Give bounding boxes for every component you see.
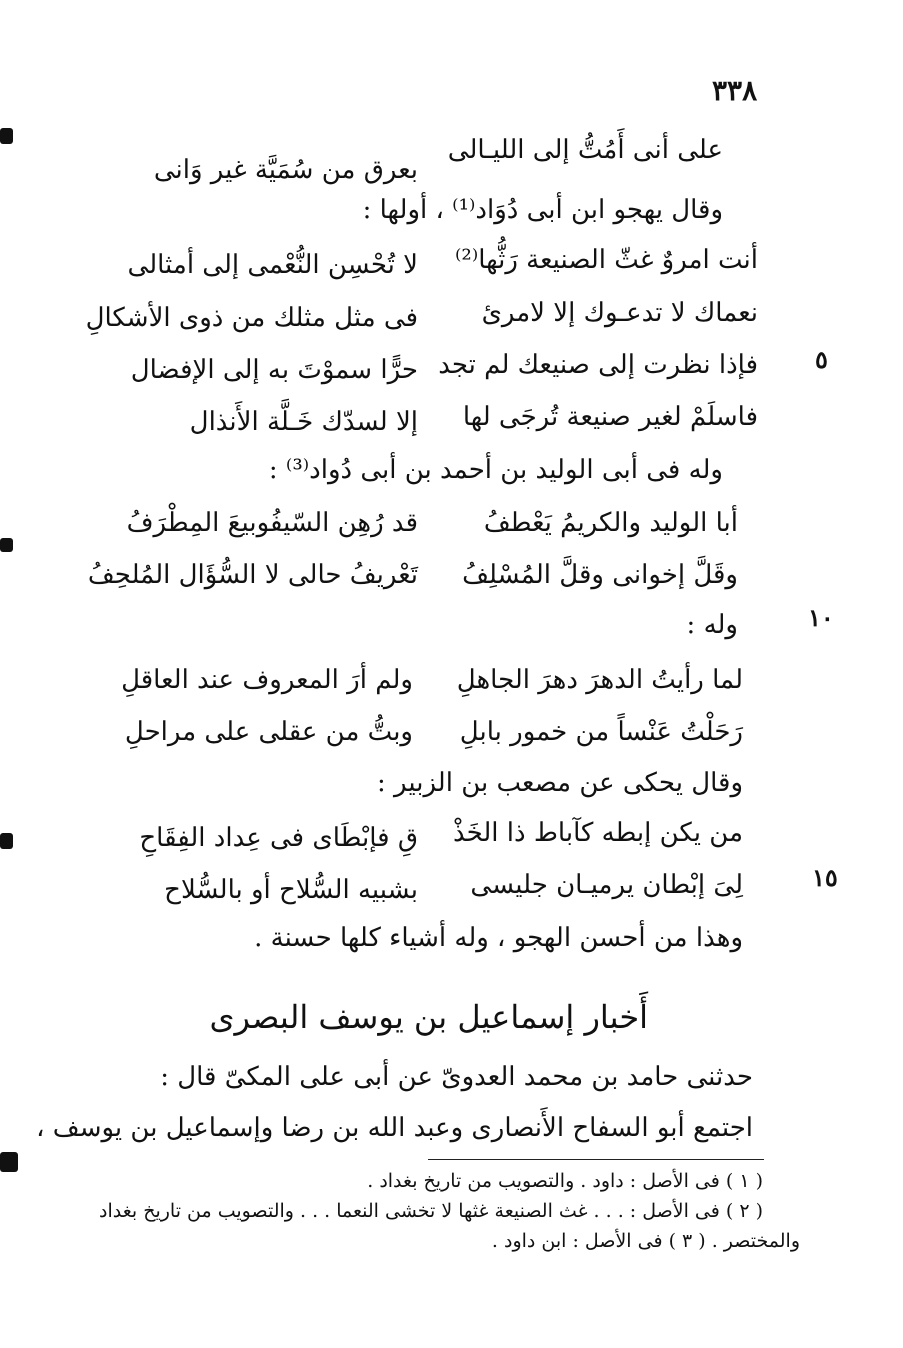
verse-hemistich-right: من يكن إبطه كآباط ذا الخَذْ (452, 818, 743, 848)
scan-edge-mark (0, 1152, 18, 1172)
prose-line: حدثنى حامد بن محمد العدوىّ عن أبى على المكىّ قال : (160, 1062, 753, 1092)
scan-edge-mark (0, 833, 13, 849)
verse-hemistich-left: بعرق من سُمَيَّة غير وَانى (153, 155, 418, 185)
verse-hemistich-right: أنت امروٌ غثّ الصنيعة رَثُّها⁽²⁾ (454, 245, 758, 275)
verse-hemistich-right: فإذا نظرت إلى صنيعك لم تجد (438, 350, 758, 380)
verse-hemistich-left: قد رُهِن السّيفُوبيعَ المِطْرَفُ (126, 508, 418, 538)
line-number: ١٠ (808, 603, 834, 632)
verse-hemistich-left: لا تُحْسِن النُّعْمى إلى أمثالى (127, 250, 418, 280)
prose-line: وقال يهجو ابن أبى دُوَاد⁽¹⁾ ، أولها : (362, 195, 723, 225)
verse-hemistich-left: حرًّا سموْتَ به إلى الإفضال (130, 355, 418, 385)
scan-edge-mark (0, 128, 13, 144)
verse-hemistich-right: على أنى أَمُتُّ إلى الليـالى (447, 135, 723, 165)
footnote: ( ٢ ) فى الأصل : . . . غث الصنيعة غثها لا تخشى النعما . . . والتصويب من تاريخ بغداد (99, 1200, 763, 1222)
prose-line: وقال يحكى عن مصعب بن الزبير : (377, 768, 743, 798)
verse-hemistich-right: نعماك لا تدعـوك إلا لامرئ (481, 298, 758, 328)
verse-hemistich-left: وبتُّ من عقلى على مراحلِ (124, 717, 413, 747)
verse-hemistich-right: فاسلَمْ لغير صنيعة تُرجَى لها (462, 402, 758, 432)
footnote: ( ١ ) فى الأصل : داود . والتصويب من تاريخ بغداد . (367, 1170, 763, 1192)
footnote: والمختصر . ( ٣ ) فى الأصل : ابن داود . (491, 1230, 800, 1252)
page-number: ٣٣٨ (712, 74, 758, 107)
verse-hemistich-right: أبا الوليد والكريمُ يَعْطفُ (483, 508, 738, 538)
verse-hemistich-left: إلا لسدّك خَـلَّة الأَنذال (189, 407, 418, 437)
verse-hemistich-left: تَعْريفُ حالى لا السُّؤَال المُلحِفُ (87, 560, 418, 590)
section-title: أَخبار إسماعيل بن يوسف البصرى (209, 998, 648, 1036)
prose-line: وله : (686, 610, 738, 640)
verse-hemistich-left: فى مثل مثلك من ذوى الأشكالِ (85, 303, 418, 333)
line-number: ٥ (815, 345, 828, 374)
prose-line: وله فى أبى الوليد بن أحمد بن أبى دُواد⁽³⁾ : (268, 455, 723, 485)
verse-hemistich-right: لما رأيتُ الدهرَ دهرَ الجاهلِ (456, 665, 743, 695)
verse-hemistich-right: لِىَ إبْطان يرميـان جليسى (470, 870, 743, 900)
verse-hemistich-right: رَحَلْتُ عَنْساً من خمور بابلِ (459, 717, 743, 747)
verse-hemistich-left: قِ فإبْطَاى فى عِداد الفِقَاحِ (139, 823, 418, 853)
line-number: ١٥ (812, 863, 838, 892)
verse-hemistich-left: بشبيه السُّلاح أو بالسُّلاح (164, 875, 418, 905)
scan-edge-mark (0, 538, 13, 552)
verse-hemistich-left: ولم أرَ المعروف عند العاقلِ (121, 665, 413, 695)
prose-line: اجتمع أبو السفاح الأَنصارى وعبد الله بن رضا وإسماعيل بن يوسف ، (36, 1113, 753, 1143)
prose-line: وهذا من أحسن الهجو ، وله أشياء كلها حسنة . (254, 923, 743, 953)
verse-hemistich-right: وقَلَّ إخوانى وقلَّ المُسْلِفُ (462, 560, 738, 590)
footnote-rule (428, 1159, 764, 1160)
